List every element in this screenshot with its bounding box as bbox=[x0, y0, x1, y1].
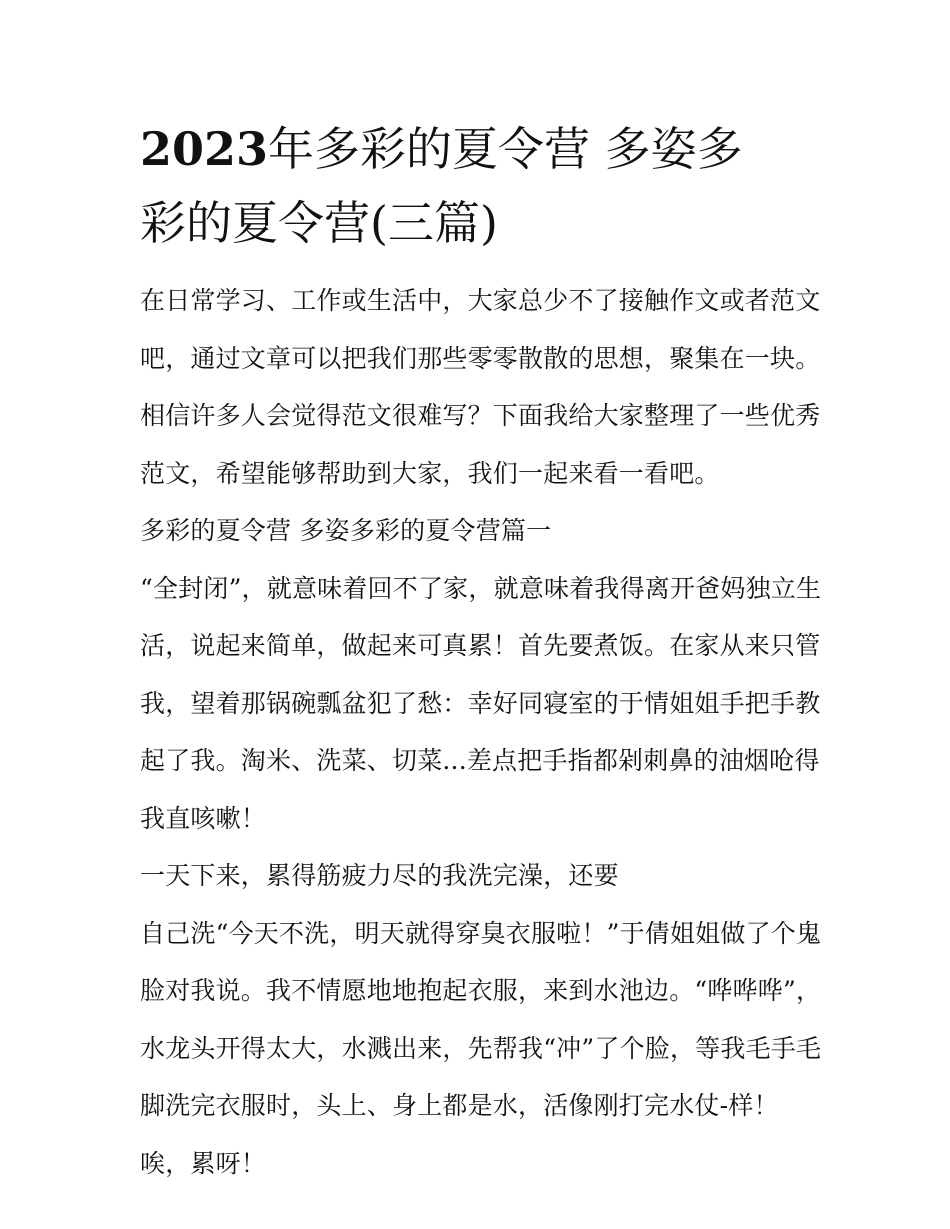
body-line: 起了我。淘米、洗菜、切菜...差点把手指都剁刺鼻的油烟呛得 bbox=[140, 746, 820, 775]
body-line: 水龙头开得太大，水溅出来，先帮我“冲”了个脸，等我毛手毛 bbox=[140, 1033, 822, 1063]
body-line: 吧，通过文章可以把我们那些零零散散的思想，聚集在一块。 bbox=[140, 343, 821, 373]
body-line: 我，望着那锅碗瓢盆犯了愁：幸好同寝室的于情姐姐手把手教 bbox=[140, 688, 821, 718]
body-line: 我直咳嗽！ bbox=[140, 803, 267, 833]
title-year: 2023 bbox=[140, 122, 269, 176]
body-line: 相信许多人会觉得范文很难写？下面我给大家整理了一些优秀 bbox=[140, 401, 821, 430]
body-line: 在日常学习、工作或生活中，大家总少不了接触作文或者范文 bbox=[140, 286, 821, 315]
title-line1-text: 年多彩的夏令营 多姿多 bbox=[268, 122, 743, 176]
body-line: 一天下来，累得筋疲力尽的我洗完澡，还要 bbox=[140, 861, 619, 890]
body-line: 范文，希望能够帮助到大家，我们一起来看一看吧。 bbox=[140, 458, 720, 488]
body-line: 活，说起来简单，做起来可真累！首先要煮饭。在家从来只管 bbox=[140, 631, 821, 660]
body-line: 唉，累呀！ bbox=[140, 1148, 267, 1178]
section-heading: 多彩的夏令营 多姿多彩的夏令营篇一 bbox=[140, 516, 552, 545]
body-line: 自己洗“今天不洗，明天就得穿臭衣服啦！”于倩姐姐做了个鬼 bbox=[140, 918, 822, 948]
body-line: 脸对我说。我不情愿地地抱起衣服，来到水池边。“哗哗哗”， bbox=[140, 976, 822, 1005]
document-body bbox=[140, 272, 820, 1192]
title-line2-text: 彩的夏令营(三篇) bbox=[140, 196, 498, 250]
body-line: 脚洗完衣服时，头上、身上都是水，活像刚打完水仗-样！ bbox=[140, 1091, 779, 1120]
document-title bbox=[140, 112, 820, 260]
body-line: “全封闭”，就意味着回不了家，就意味着我得离开爸妈独立生 bbox=[140, 573, 822, 603]
